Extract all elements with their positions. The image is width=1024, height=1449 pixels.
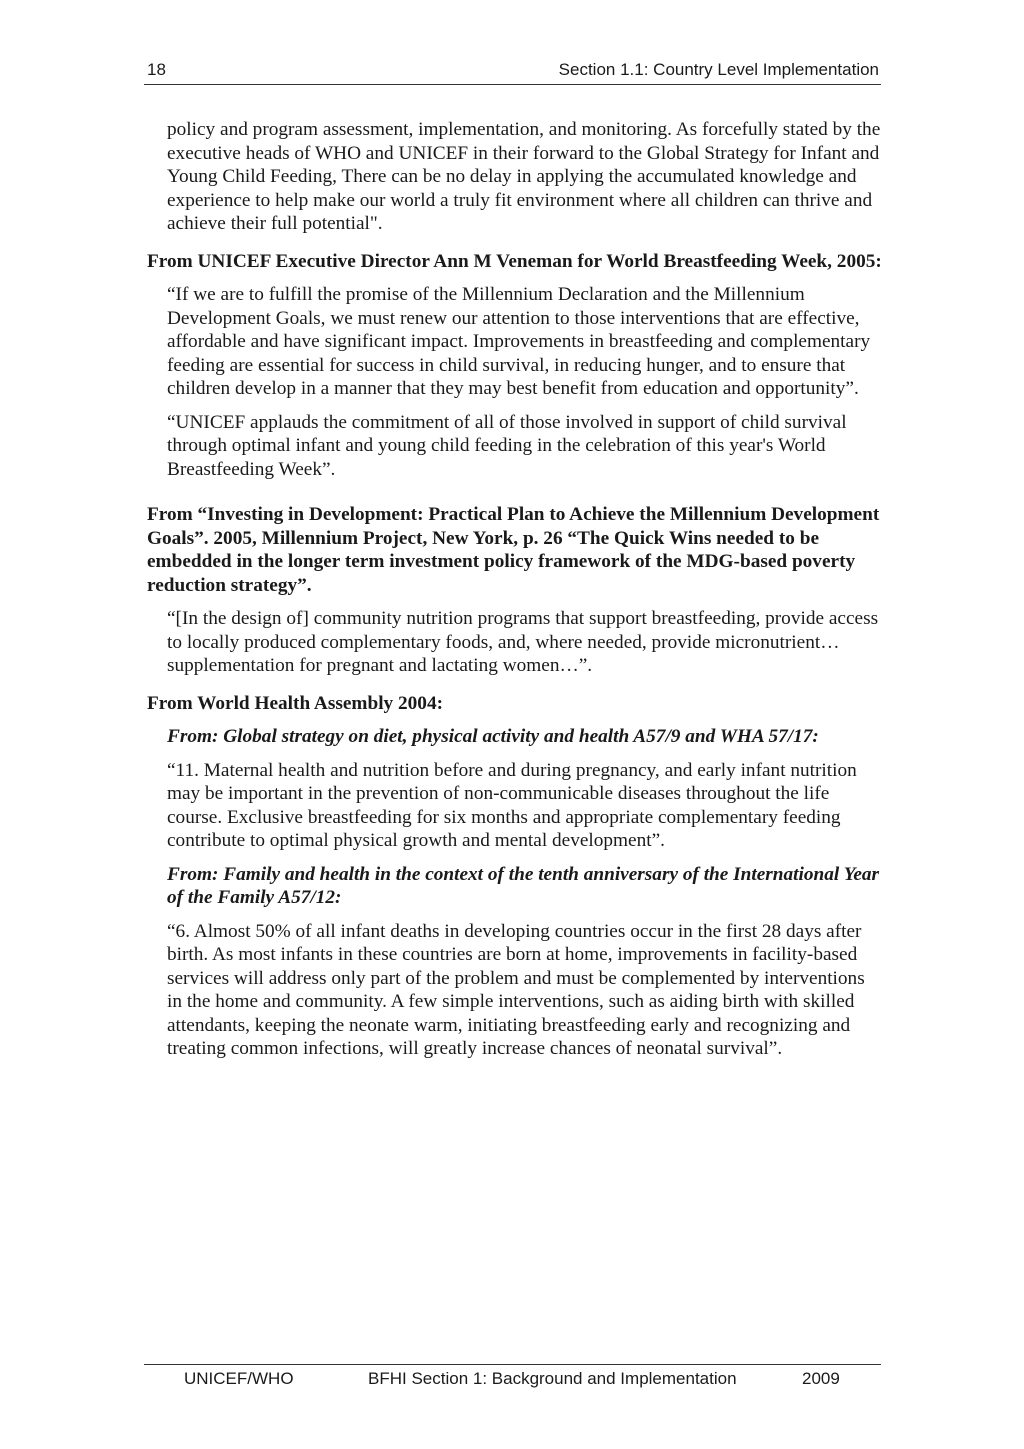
quote-unicef-applauds: “UNICEF applauds the commitment of all of those involved in support of child survival through optimal infant and young child feeding in the celebration of this year's World Breastfeeding Week”. [167, 411, 847, 480]
footer-doc-title: BFHI Section 1: Background and Implementation [368, 1369, 737, 1388]
footer-year: 2009 [802, 1369, 840, 1388]
section-title: Section 1.1: Country Level Implementation [558, 60, 879, 79]
quote-community-nutrition: “[In the design of] community nutrition programs that support breastfeeding, provide access to locally produced complementary foods, and, where needed, provide micronutrient…supplementation for pregnant and lactating women…”. [167, 608, 879, 676]
page-header [144, 58, 881, 85]
quote-millennium-declaration: “If we are to fulfill the promise of the Millennium Declaration and the Millennium Development Goals, we must renew our attention to those interventions that are effective, affordable and have significant impact. Improvements in breastfeeding and complementary feeding are essential for success in child survival, in reducing hunger, and to ensure that children develop in a manner that they may best benefit from education and opportunity”. [167, 284, 871, 399]
subheading-family-and-health: From: Family and health in the context of the tenth anniversary of the International Year of the Family A57/12: [167, 863, 880, 908]
page-body [147, 118, 882, 1061]
quote-maternal-health: “11. Maternal health and nutrition before and during pregnancy, and early infant nutrition may be important in the prevention of non-communicable diseases throughout the life course. Exclusive breastfeeding for six months and appropriate complementary feeding contribute to optimal physical growth and mental development”. [167, 759, 857, 851]
quote-infant-deaths: “6. Almost 50% of all infant deaths in developing countries occur in the first 28 days after birth. As most infants in these countries are born at home, improvements in facility-based services will address only part of the problem and must be complemented by interventions in the home and community. A few simple interventions, such as aiding birth with skilled attendants, keeping the neonate warm, initiating breastfeeding early and recognizing and treating common infections, will greatly increase chances of neonatal survival”. [167, 920, 865, 1059]
heading-world-health-assembly: From World Health Assembly 2004: [147, 692, 444, 714]
footer-org: UNICEF/WHO [184, 1369, 294, 1388]
heading-unicef-veneman: From UNICEF Executive Director Ann M Veneman for World Breastfeeding Week, 2005: [147, 250, 882, 272]
subheading-global-strategy: From: Global strategy on diet, physical activity and health A57/9 and WHA 57/17: [167, 726, 819, 747]
heading-investing-in-development: From “Investing in Development: Practical Plan to Achieve the Millennium Development Goals”. 2005, Millennium Project, New York, p. 26 “The Quick Wins needed to be embedded in the longer term investment policy framework of the MDG-based poverty reduction strategy”. [147, 504, 880, 596]
page-footer [144, 1364, 881, 1395]
page-number: 18 [147, 60, 166, 79]
intro-paragraph: policy and program assessment, implementation, and monitoring. As forcefully stated by the executive heads of WHO and UNICEF in their forward to the Global Strategy for Infant and Young Child Feeding, There can be no delay in applying the accumulated knowledge and experience to help make our world a truly fit environment where all children can thrive and achieve their full potential". [167, 119, 881, 234]
